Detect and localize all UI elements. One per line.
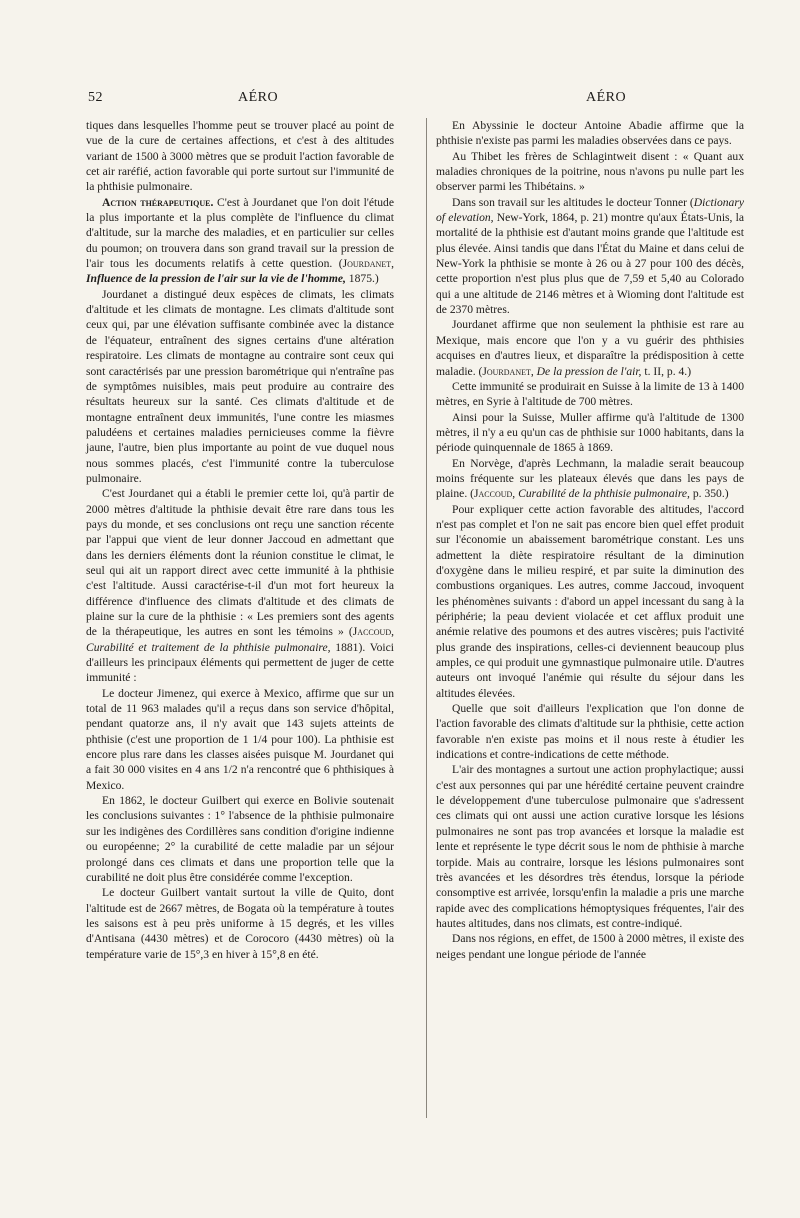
paragraph: Dans nos régions, en effet, de 1500 à 2000 mètres, il existe des neiges pendant une longue période de l'année: [436, 932, 744, 961]
right-column: [436, 118, 744, 962]
citation-title: Influence de la pression de l'air sur la vie de l'homme,: [86, 272, 346, 286]
paragraph: Action thérapeutique. C'est à Jourdanet que l'on doit l'étude la plus importante et la plus complète de l'influence du climat d'altitude, sur la marche des maladies, et en particulier sur celles du poumon; on trouvera dans son grand travail sur la pression de l'air tous les documents relatifs à cette question. (Jourdanet, Influence de la pression de l'air sur la vie de l'homme, 1875.): [86, 195, 394, 286]
page-number: 52: [88, 90, 103, 105]
running-title-right: AÉRO: [586, 90, 627, 105]
paragraph: Dans son travail sur les altitudes le docteur Tonner (Dictionary of elevation, New-York, 1864, p. 21) montre qu'aux États-Unis, la mortalité de la phthisie est d'autant moins grande que l'altitude est plus élevée. Ainsi tandis que dans l'État du Maine et dans celui de New-York la phthisie se monte à 26 ou à 27 pour 100 des décès, cette proportion n'est plus plus que de 7,59 et 5,40 au Colorado qui a une altitude de 2146 mètres et à Wioming dont l'altitude est de 2370 mètres.: [436, 195, 745, 317]
paragraph: Ainsi pour la Suisse, Muller affirme qu'à l'altitude de 1300 mètres, il n'y a eu qu'un cas de phthisie sur 1000 habitants, dans la période quinquennale de 1865 à 1869.: [436, 410, 744, 455]
paragraph: L'air des montagnes a surtout une action prophylactique; aussi c'est aux personnes qui par une hérédité certaine peuvent craindre le développement d'une tuberculose pulmonaire que s'adressent ces climats qui ont aussi une action curative lorsque les lésions pulmonaires ne sont pas trop avancées et lorsque la maladie est lente et représente le type décrit sous le nom de phthisie à marche torpide. Mais au contraire, lorsque les lésions pulmonaires sont très avancées et les désordres très étendus, lorsque la période consomptive est arrivée, lorsqu'enfin la maladie a pris une marche rapide avec des complications hémoptysiques fréquentes, l'air des hautes altitudes, dans nos climats, est contre-indiqué.: [436, 763, 744, 930]
citation-title: Curabilité de la phthisie pulmonaire,: [515, 487, 690, 501]
citation-author: Jourdanet,: [342, 257, 394, 271]
section-heading: Action thérapeutique.: [102, 195, 214, 209]
column-divider: [426, 118, 427, 1118]
citation-title: Dictionary of elevation,: [436, 195, 744, 225]
citation-author: Jaccoud,: [474, 487, 516, 501]
paragraph: Jourdanet affirme que non seulement la phthisie est rare au Mexique, mais encore que l'on y a vu guérir des phthisies acquises en d'autres lieux, et disparaître la prédisposition à cette maladie. (Jourdanet, De la pression de l'air, t. II, p. 4.): [436, 318, 744, 378]
running-title-left: AÉRO: [238, 90, 279, 105]
paragraph: Jourdanet a distingué deux espèces de climats, les climats d'altitude et les climats de montagne. Les climats d'altitude sont ceux qui, par une élévation suffisante combinée avec la distance de l'équateur, entraînent des signes certains d'une altération respiratoire. Les climats de montagne au contraire sont ceux qui sont caractérisés par une pression barométrique qui n'entraîne pas de symptômes nuisibles, mais peut produire au contraire des résultats heureux sur la santé. Ces climats d'altitude et de montagne entraînent deux immunités, l'une contre les miasmes paludéens et certaines maladies pernicieuses comme la fièvre jaune, l'autre, bien plus importante au point de vue duquel nous nous sommes placés, c'est l'immunité contre la tuberculose pulmonaire.: [86, 287, 394, 485]
paragraph: Le docteur Guilbert vantait surtout la ville de Quito, dont l'altitude est de 2667 mètres, de Bogata où la température à toutes les saisons est à peu près uniforme à 15 degrés, et les villes d'Antisana (4430 mètres) et de Corocoro (4430 mètres) où la température varie de 15°,3 en hiver à 15°,8 en été.: [86, 886, 394, 961]
paragraph: En Abyssinie le docteur Antoine Abadie affirme que la phthisie n'existe pas parmi les maladies observées dans ce pays.: [436, 119, 744, 148]
paragraph: tiques dans lesquelles l'homme peut se trouver placé au point de vue de la cure de certaines affections, et c'est à des altitudes variant de 1500 à 3000 mètres que se produit l'action favorable de cet air raréfié, action favorable qui porte surtout sur l'immunité de la phthisie pulmonaire.: [86, 119, 394, 194]
citation-title: De la pression de l'air,: [533, 364, 642, 378]
paragraph: Cette immunité se produirait en Suisse à la limite de 13 à 1400 mètres, en Syrie à l'altitude de 700 mètres.: [436, 379, 744, 409]
paragraph: C'est Jourdanet qui a établi le premier cette loi, qu'à partir de 2000 mètres d'altitude la phthisie devait être rare dans tous les pays du monde, et ses conclusions ont reçu une sanction récente par l'appui que vient de leur donner Jaccoud en admettant que dans les derniers éléments dont la réunion constitue le climat, le seul qui ait un rapport direct avec cette immunité à la phthisie c'est l'altitude. Aussi caractérise-t-il d'un mot fort heureux la différence d'influence des climats d'altitude et des climats de plaine sur la cure de la phthisie : « Les premiers sont des agents de la thérapeutique, les autres en sont les témoins » (Jaccoud, Curabilité et traitement de la phthisie pulmonaire, 1881). Voici d'ailleurs les principaux éléments qui permettent de juger de cette immunité :: [86, 487, 394, 685]
paragraph: Le docteur Jimenez, qui exerce à Mexico, affirme que sur un total de 11 963 malades qu'il a reçus dans son service d'hôpital, pendant quatorze ans, il n'y avait que 143 sujets atteints de phthisie (c'est une proportion de 1 1/4 pour 100). La phthisie est encore plus rare dans les classes aisées puisque M. Jourdanet qui a fait 30 000 visites en 4 ans 1/2 n'a rencontré que 6 phthisiques à Mexico.: [86, 686, 394, 792]
paragraph: Pour expliquer cette action favorable des altitudes, l'accord n'est pas complet et l'on ne sait pas encore bien quel effet produit sur l'économie un abaissement barométrique constant. Les uns admettent la diète respiratoire résultant de la diminution d'oxygène dans le milieu respiré, et par suite la diminution des combustions organiques. Les autres, comme Jaccoud, invoquent les phénomènes suivants : d'abord un appel incessant du sang à la périphérie; la peau devient violacée et cet afflux produit une anémie relative des poumons et des autres viscères; puis l'activité plus grande des inspirations, celles-ci deviennent beaucoup plus amples, ce qui produit une gymnastique pulmonaire utile. D'autres auteurs ont invoqué l'anémie qui résulte du séjour dans les altitudes élevées.: [436, 502, 744, 700]
paragraph: Quelle que soit d'ailleurs l'explication que l'on donne de l'action favorable des climats d'altitude sur la phthisie, cette action favorable n'en existe pas moins et il nous reste à étudier les indications et contre-indications de cette méthode.: [436, 702, 744, 762]
paragraph: En Norvège, d'après Lechmann, la maladie serait beaucoup moins fréquente sur les plateaux élevés que dans les pays de plaine. (Jaccoud, Curabilité de la phthisie pulmonaire, p. 350.): [436, 456, 744, 501]
citation-title: Curabilité et traitement de la phthisie pulmonaire,: [86, 640, 331, 654]
citation-author: Jaccoud,: [352, 625, 394, 639]
paragraph: Au Thibet les frères de Schlagintweit disent : « Quant aux maladies chroniques de la poitrine, nous n'avons pu nulle part les observer parmi les Thibétains. »: [436, 149, 744, 194]
left-column: [86, 118, 394, 962]
paragraph: En 1862, le docteur Guilbert qui exerce en Bolivie soutenait les conclusions suivantes : 1° l'absence de la phthisie pulmonaire sur les indigènes des Cordillères sans condition d'origine indienne ou européenne; 2° la curabilité de cette maladie par un séjour prolongé dans ces climats et dans une proportion telle que la curabilité ne doit plus être considérée comme l'exception.: [86, 794, 394, 884]
citation-author: Jourdanet,: [482, 364, 534, 378]
